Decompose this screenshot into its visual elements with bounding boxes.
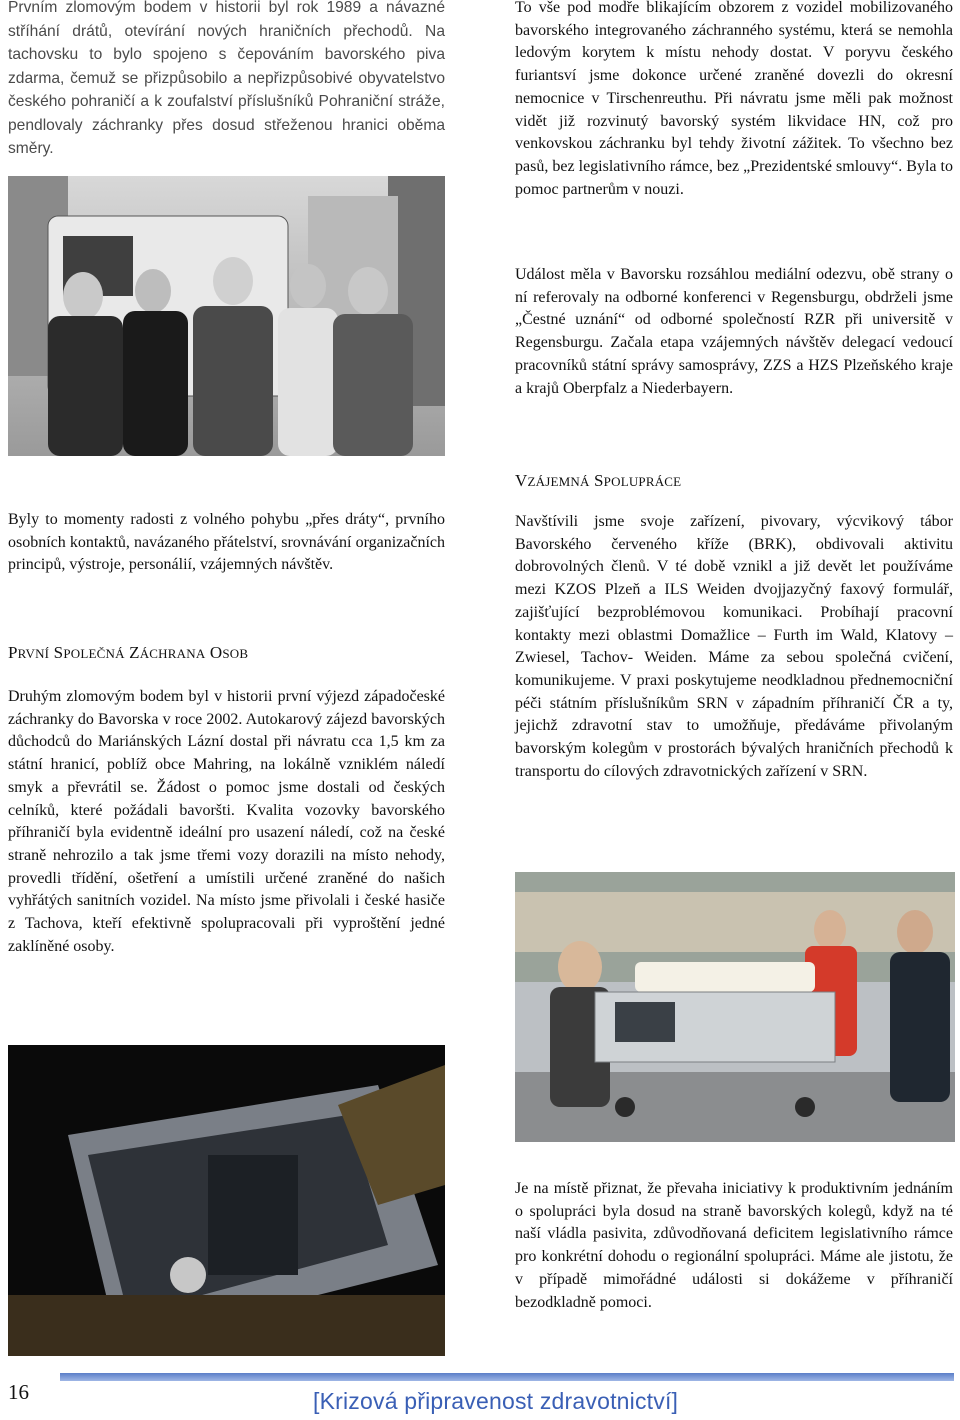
rescue-paragraph [8,686,445,958]
admit-paragraph [515,1178,953,1314]
group-photo [8,176,445,456]
event-paragraph [515,264,953,400]
admit-text: Je na místě přiznat, že převaha iniciativy k produktivním jednáním o spolupráci byla dosud na straně bavorských kolegů, když na té naší vládla pasivita, zdůvodňovaná deficitem legislativního rámce pro konkrétní dohodu o regionální spolupráci. Máme ale jistotu, že v případě mimořádné události si dokážeme v příhraničí bezodkladně pomoci. [515,1180,953,1311]
footer-title: [Krizová připravenost zdravotnictví] [313,1388,679,1414]
event-text: Událost měla v Bavorsku rozsáhlou mediální odezvu, obě strany o ní referovaly na odborné konferenci v Regensburgu, obdrželi jsme „Čestné uznání“ od odborné společností RZR při universitě v Regensburgu. Začala etapa vzájemných návštěv delegací vedoucí pracovníků státní správy samosprávy, ZZS a HZS Plzeňského kraje a krajů Oberpfalz a Niederbayern. [515,266,953,397]
section-heading: VZÁJEMNÁ SPOLUPRÁCE [515,471,682,490]
footer-rule [60,1373,954,1381]
intro-text: Prvním zlomovým bodem v historii byl rok 1989 a návazné stříhání drátů, otevírání nových hraničních přechodů. Na tachovsku to bylo spojeno s čepováním bavorského piva zdarma, čemuž se přizpůsobilo a nepřizpůsobivé obyvatelstvo českého pohraničí a k zoufalství příslušníků Pohraniční stráže, pendlovaly záchranky přes dosud střeženou hranici oběma směry. [8,0,445,157]
bus-accident-image [8,1045,445,1356]
stretcher-image [515,872,955,1142]
page-number: 16 [8,1380,29,1404]
group-photo-image [8,176,445,456]
rescue-text: Druhým zlomovým bodem byl v historii první výjezd západočeské záchranky do Bavorska v roce 2002. Autokarový zájezd bavorských důchodců do Mariánských Lázní dostal při návratu cca 1,5 km za státní hranicí, poblíž obce Mahring, na lokálně vzniklém náledí smyk a převrátil se. Žádost o pomoc jsme dostali od českých celníků, které požádali bavoršti. Kvalita vozovky bavorského příhraničí byla evidentně ideální pro usazení náledí, což na české straně nehrozilo a tak jsme třemi vozy dorazili na místo nehody, provedli třídění, ošetření a umístili určené zraněné do našich vyhřátých sanitních vozidel. Na místo jsme přivolali i české hasiče z Tachova, kteří efektivně spolupracovali při vyproštění jedné zaklíněné osoby. [8,688,445,955]
all-under-blue-text: To vše pod modře blikajícím obzorem z vozidel mobilizovaného bavorského integrovaného záchranného systému, která se nemohla ledovým korytem k místu nehody dostat. V poryvu českého furiantsví jsme dokonce určené zraněné dovezli do okresní nemocnice v Tirschenreuthu. Při návratu jsme měli pak možnost vidět již rozvinutý bavorský systém likvidace HN, což pro venkovskou záchranku byl tehdy životní zážitek. To všechno bez pasů, bez legislativního rámce, bez „Prezidentské smlouvy“. Byla to pomoc partnerům v nouzi. [515,0,953,198]
intro-paragraph [8,0,445,161]
mutual-cooperation-heading [515,470,953,494]
all-under-blue-paragraph [515,0,953,201]
bus-accident-photo [8,1045,445,1356]
section-heading: PRVNÍ SPOLEČNÁ ZÁCHRANA OSOB [8,643,249,662]
visit-paragraph [515,511,953,783]
moments-paragraph [8,509,445,577]
visit-text: Navštívili jsme svoje zařízení, pivovary, výcvikový tábor Bavorského červeného kříže (BRK), obdivovali aktivitu dobrovolných členů. V té době vznikl a již devět let používáme mezi KZOS Plzeň a ILS Weiden dvojjazyčný faxový formulář, zajišťující bezproblémovou komunikaci. Probíhají pracovní kontakty mezi oblastmi Domažlice – Furth im Wald, Klatovy – Zwiesel, Tachov- Weiden. Máme za sebou společná cvičení, komunikujeme. V praxi poskytujeme neodkladnou přednemocniční péči státním příslušníkům SRN v západním příhraničí ČR a ty, jejichž zdravotní stav to umožňuje, předáváme přivolaným bavorským kolegům v prostorách bývalých hraničních přechodů k transportu do cílových zdravotnických zařízení v SRN. [515,513,953,780]
moments-text: Byly to momenty radosti z volného pohybu „přes dráty“, prvního osobních kontaktů, navázaného přátelství, srovnávání organizačních principů, výstroje, personálií, vzájemných návštěv. [8,511,445,574]
first-rescue-heading [8,642,445,666]
stretcher-photo [515,872,955,1142]
